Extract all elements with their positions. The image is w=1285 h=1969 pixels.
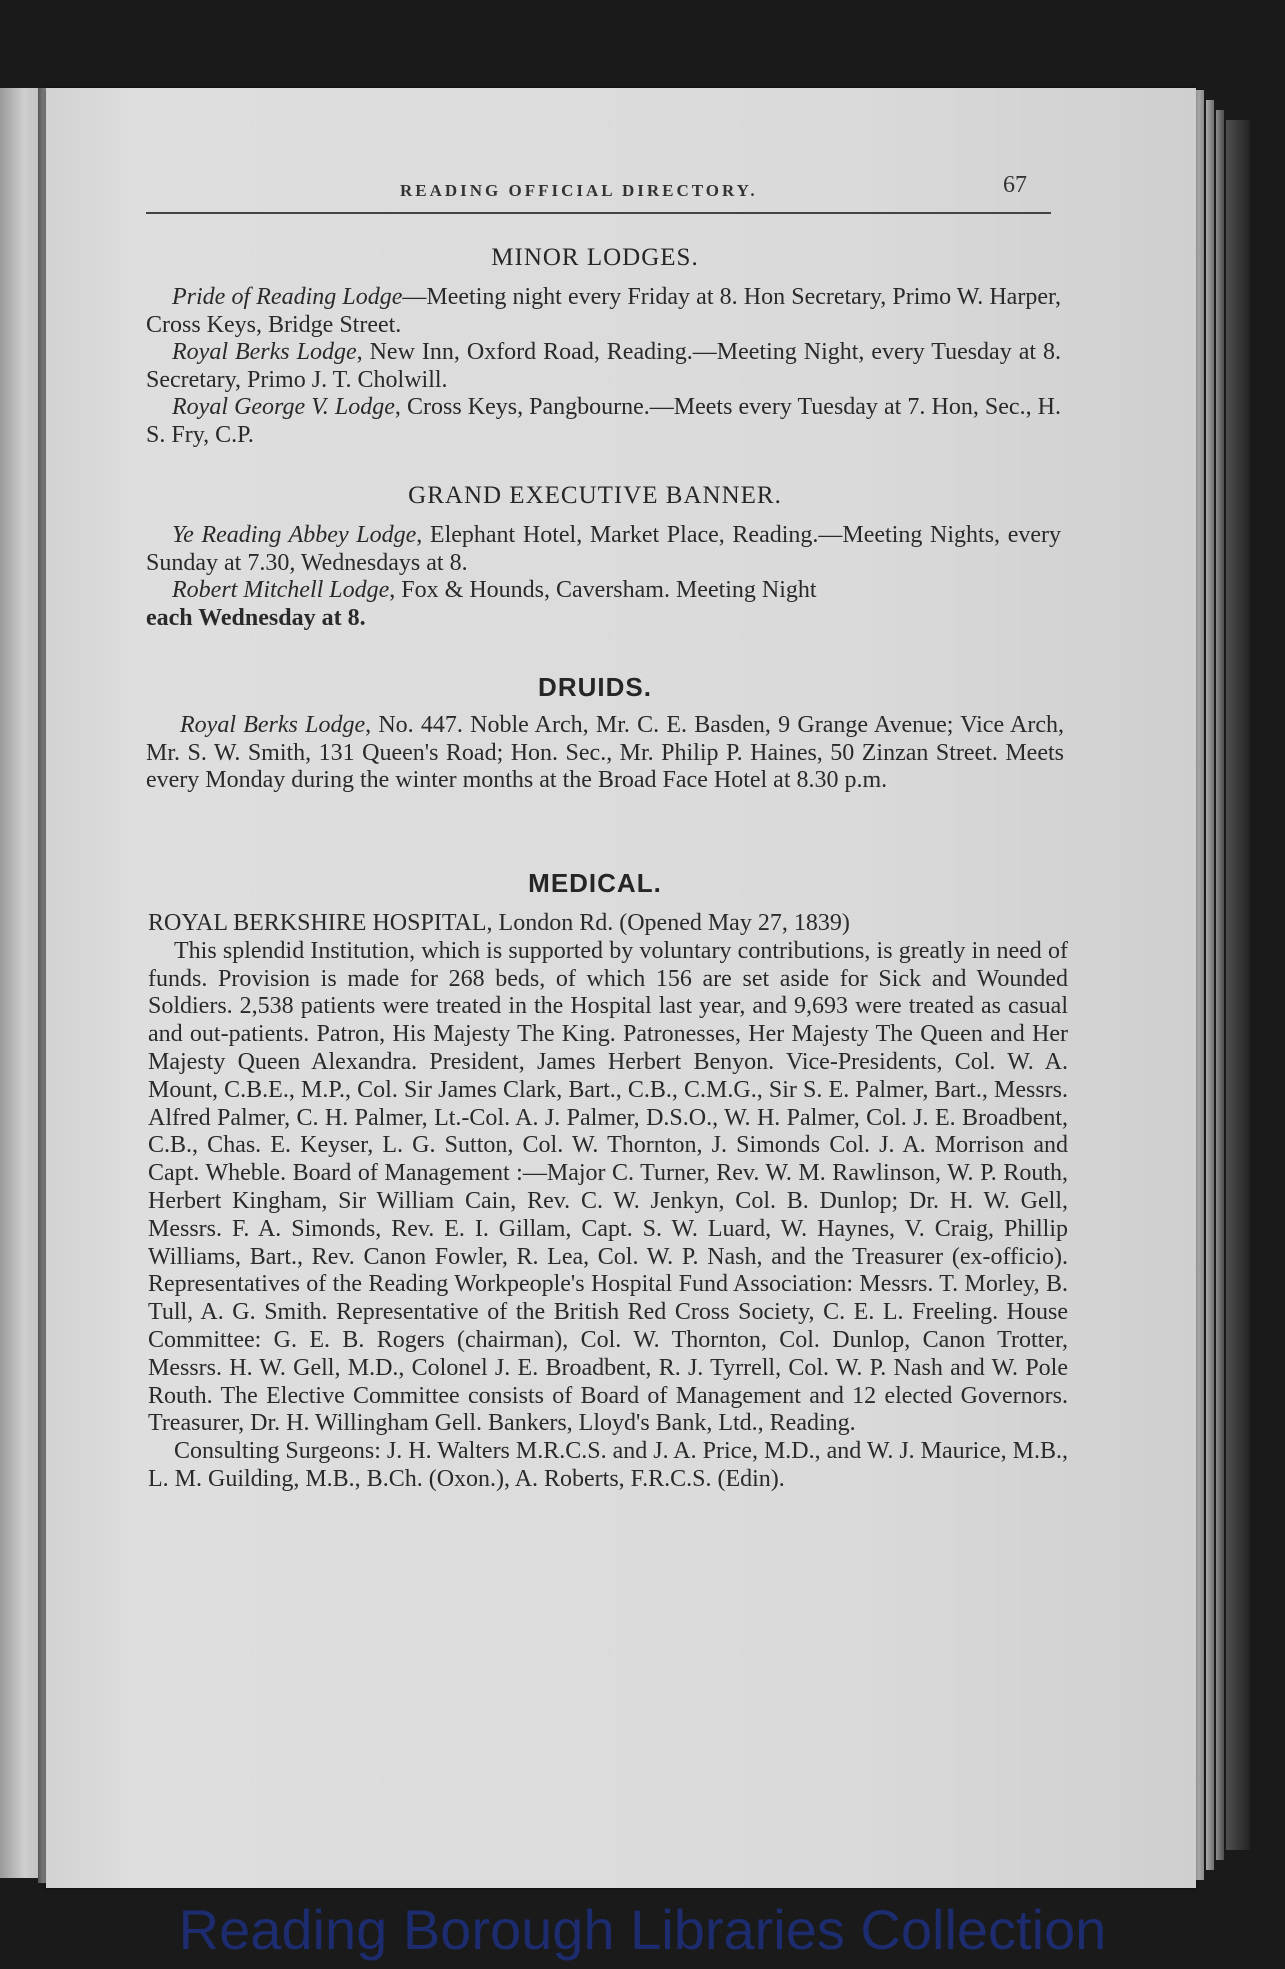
entry-abbey-lodge: Ye Reading Abbey Lodge, Elephant Hotel, Market Place, Reading.—Meeting Nights, every Sunday at 7.30, Wednesdays at 8.: [146, 522, 1061, 576]
section-heading-medical: MEDICAL.: [528, 868, 662, 898]
hospital-title-line: ROYAL BERKSHIRE HOSPITAL, London Rd. (Opened May 27, 1839): [148, 910, 850, 936]
entry-robert-mitchell-tail: each Wednesday at 8.: [146, 604, 366, 631]
section-heading-druids: DRUIDS.: [538, 672, 652, 702]
collection-watermark: Reading Borough Libraries Collection: [178, 1898, 1107, 1961]
page-number: 67: [1003, 172, 1027, 198]
running-head: READING OFFICIAL DIRECTORY.: [400, 181, 758, 200]
consulting-surgeons: Consulting Surgeons: J. H. Walters M.R.C.S. and J. A. Price, M.D., and W. J. Maurice, M.B., L. M. Guilding, M.B., B.Ch. (Oxon.), A. Roberts, F.R.C.S. (Edin).: [148, 1438, 1068, 1492]
medical-entry: [148, 910, 1068, 1494]
druids-entry: Royal Berks Lodge, No. 447. Noble Arch, Mr. C. E. Basden, 9 Grange Avenue; Vice Arch, Mr. S. W. Smith, 131 Queen's Road; Hon. Sec., Mr. Philip P. Haines, 50 Zinzan Street. Meets every Monday during the winter months at the Broad Face Hotel at 8.30 p.m.: [146, 712, 1065, 793]
minor-lodges-entries: [146, 284, 1061, 449]
entry-pride-of-reading: Pride of Reading Lodge—Meeting night every Friday at 8. Hon Secretary, Primo W. Harper, Cross Keys, Bridge Street.: [146, 284, 1062, 338]
header-rule: [146, 212, 1051, 214]
section-heading-minor-lodges: MINOR LODGES.: [491, 244, 699, 271]
hospital-description: This splendid Institution, which is supported by voluntary contributions, is greatly in need of funds. Provision is made for 268 beds, of which 156 are set aside for Sick and Wounded Soldiers. 2,538 patients were treated in the Hospital last year, and 9,693 were treated as casual and out-patients. Patron, His Majesty The King. Patronesses, Her Majesty The Queen and Her Majesty Queen Alexandra. President, James Herbert Benyon. Vice-Presidents, Col. W. A. Mount, C.B.E., M.P., Col. Sir James Clark, Bart., C.B., C.M.G., Sir S. E. Palmer, Bart., Messrs. Alfred Palmer, C. H. Palmer, Lt.-Col. A. J. Palmer, D.S.O., W. H. Palmer, Col. J. E. Broadbent, C.B., Chas. E. Keyser, L. G. Sutton, Col. W. Thornton, J. Simonds Col. J. A. Morrison and Capt. Wheble. Board of Management :—Major C. Turner, Rev. W. M. Rawlinson, W. P. Routh, Herbert Kingham, Sir William Cain, Rev. C. W. Jenkyn, Col. B. Dunlop; Dr. H. W. Gell, Messrs. F. A. Simonds, Rev. E. I. Gillam, Capt. S. W. Luard, W. Haynes, V. Craig, Phillip Williams, Bart., Rev. Canon Fowler, R. Lea, Col. W. P. Nash, and the Treasurer (ex-officio). Representatives of the Reading Workpeople's Hospital Fund Association: Messrs. T. Morley, B. Tull, A. G. Smith. Representative of the British Red Cross Society, C. E. L. Freeling. House Committee: G. E. B. Rogers (chairman), Col. W. Thornton, Col. Dunlop, Canon Trotter, Messrs. H. W. Gell, M.D., Colonel J. E. Broadbent, R. J. Tyrrell, Col. W. P. Nash and W. Pole Routh. The Elective Committee consists of Board of Management and 12 elected Governors. Treasurer, Dr. H. Willingham Gell. Bankers, Lloyd's Bank, Ltd., Reading.: [148, 937, 1068, 1437]
entry-robert-mitchell: Robert Mitchell Lodge, Fox & Hounds, Caversham. Meeting Night: [172, 577, 817, 603]
grand-executive-entries: [146, 522, 1061, 632]
entry-royal-berks: Royal Berks Lodge, New Inn, Oxford Road, Reading.—Meeting Night, every Tuesday at 8. Secretary, Primo J. T. Cholwill.: [146, 339, 1061, 393]
section-heading-grand-executive: GRAND EXECUTIVE BANNER.: [408, 482, 782, 509]
entry-royal-george: Royal George V. Lodge, Cross Keys, Pangbourne.—Meets every Tuesday at 7. Hon, Sec., H. S. Fry, C.P.: [146, 394, 1061, 448]
